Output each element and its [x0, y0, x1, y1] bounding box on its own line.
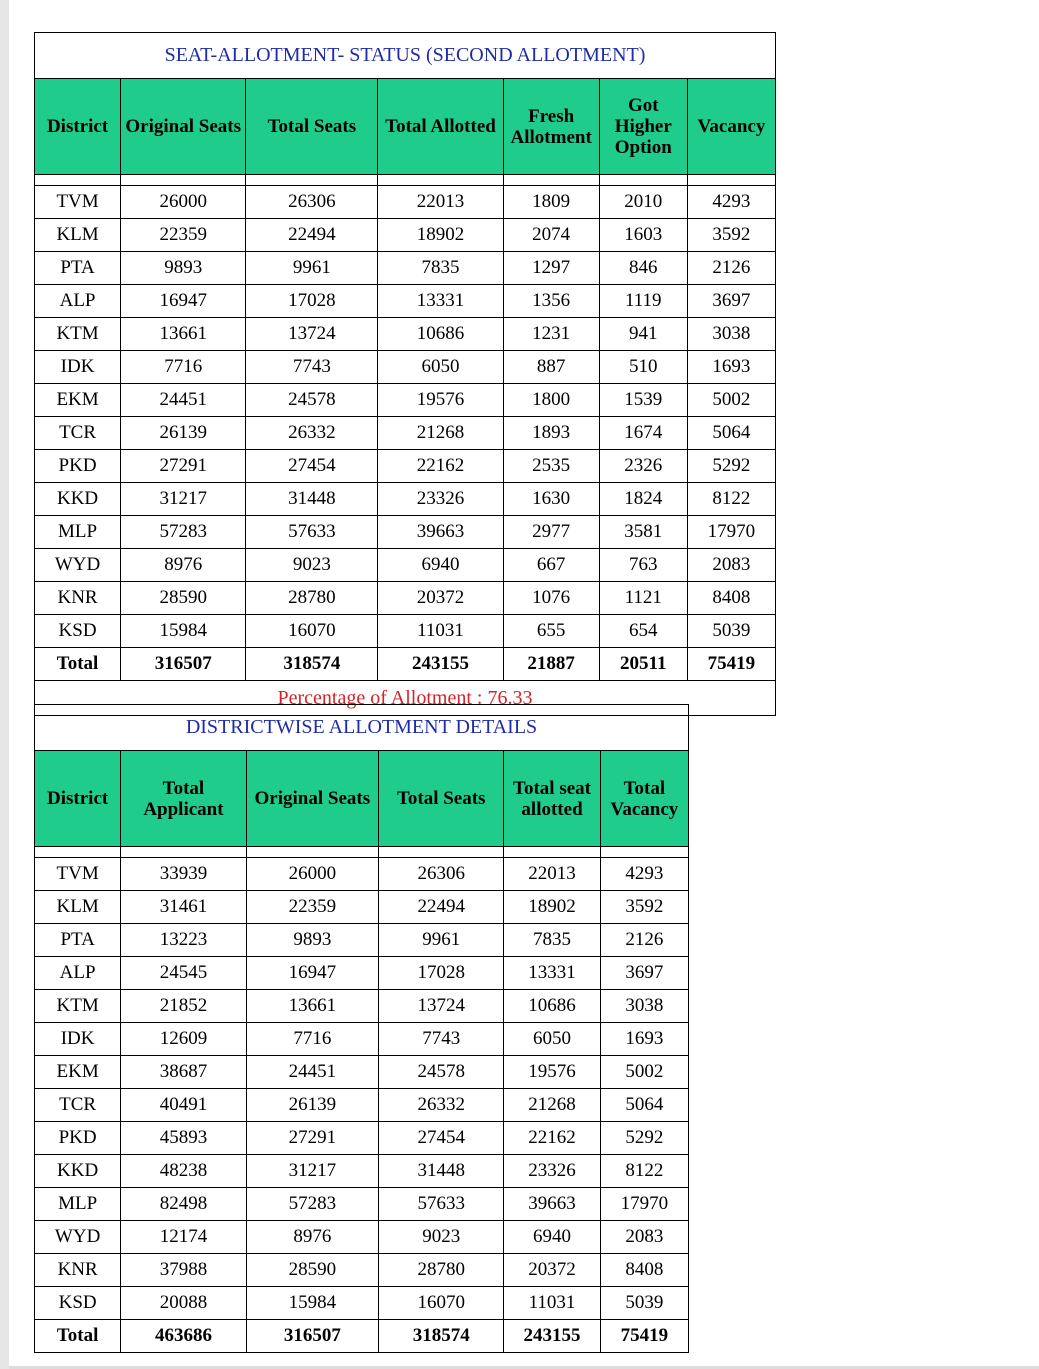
- value-cell: 1119: [599, 285, 687, 318]
- value-cell: 3581: [599, 516, 687, 549]
- table-row: [35, 924, 689, 957]
- value-cell: 667: [503, 549, 599, 582]
- value-cell: 2010: [599, 186, 687, 219]
- value-cell: 20372: [504, 1254, 600, 1287]
- page-left-margin: [0, 0, 9, 1369]
- table-row: [35, 1056, 689, 1089]
- value-cell: 1630: [503, 483, 599, 516]
- district-code-cell: KLM: [35, 219, 121, 252]
- district-details-title: DISTRICTWISE ALLOTMENT DETAILS: [35, 705, 689, 751]
- value-cell: 8122: [687, 483, 775, 516]
- total-value-cell: 318574: [246, 648, 378, 681]
- value-cell: 31448: [246, 483, 378, 516]
- value-cell: 12609: [121, 1023, 246, 1056]
- value-cell: 3038: [687, 318, 775, 351]
- value-cell: 5064: [687, 417, 775, 450]
- value-cell: 18902: [378, 219, 503, 252]
- value-cell: 9893: [246, 924, 378, 957]
- value-cell: 28590: [121, 582, 246, 615]
- total-value-cell: 316507: [246, 1320, 378, 1353]
- value-cell: 7743: [246, 351, 378, 384]
- total-label-cell: Total: [35, 648, 121, 681]
- value-cell: 4293: [687, 186, 775, 219]
- value-cell: 8408: [687, 582, 775, 615]
- spacer-row: [35, 847, 689, 858]
- value-cell: 8976: [121, 549, 246, 582]
- allotment-percentage: Percentage of Allotment : 76.33: [35, 681, 776, 716]
- value-cell: 22494: [246, 219, 378, 252]
- value-cell: 2074: [503, 219, 599, 252]
- spacer-cell: [379, 847, 504, 858]
- value-cell: 2535: [503, 450, 599, 483]
- value-cell: 5292: [600, 1122, 688, 1155]
- table-row: [35, 417, 776, 450]
- value-cell: 12174: [121, 1221, 246, 1254]
- value-cell: 9961: [379, 924, 504, 957]
- value-cell: 21852: [121, 990, 246, 1023]
- value-cell: 26306: [379, 858, 504, 891]
- value-cell: 9961: [246, 252, 378, 285]
- district-code-cell: KNR: [35, 582, 121, 615]
- header-got-line2: Higher: [614, 116, 672, 137]
- value-cell: 15984: [121, 615, 246, 648]
- header-allotted-line2: allotted: [521, 798, 583, 820]
- spacer-cell: [246, 847, 378, 858]
- district-code-cell: TCR: [35, 1089, 121, 1122]
- district-code-cell: KSD: [35, 1287, 121, 1320]
- total-value-cell: 463686: [121, 1320, 246, 1353]
- header-total-vacancy: [600, 751, 688, 847]
- seat-status-title: SEAT-ALLOTMENT- STATUS (SECOND ALLOTMENT): [35, 33, 776, 79]
- value-cell: 24578: [246, 384, 378, 417]
- value-cell: 2083: [600, 1221, 688, 1254]
- value-cell: 1824: [599, 483, 687, 516]
- value-cell: 40491: [121, 1089, 246, 1122]
- value-cell: 6050: [504, 1023, 600, 1056]
- value-cell: 48238: [121, 1155, 246, 1188]
- table-row: [35, 186, 776, 219]
- value-cell: 1800: [503, 384, 599, 417]
- value-cell: 19576: [504, 1056, 600, 1089]
- value-cell: 15984: [246, 1287, 378, 1320]
- value-cell: 13661: [121, 318, 246, 351]
- spacer-cell: [687, 175, 775, 186]
- table-row: [35, 582, 776, 615]
- value-cell: 5002: [600, 1056, 688, 1089]
- value-cell: 2326: [599, 450, 687, 483]
- table-row: [35, 1023, 689, 1056]
- value-cell: 13223: [121, 924, 246, 957]
- district-code-cell: PTA: [35, 924, 121, 957]
- value-cell: 26000: [246, 858, 378, 891]
- value-cell: 20372: [378, 582, 503, 615]
- spacer-cell: [378, 175, 503, 186]
- value-cell: 887: [503, 351, 599, 384]
- header-applicant-line2: Applicant: [143, 798, 224, 820]
- value-cell: 24578: [379, 1056, 504, 1089]
- total-value-cell: 75419: [600, 1320, 688, 1353]
- value-cell: 17028: [246, 285, 378, 318]
- value-cell: 22013: [504, 858, 600, 891]
- district-code-cell: KKD: [35, 483, 121, 516]
- table-row: [35, 384, 776, 417]
- district-code-cell: MLP: [35, 1188, 121, 1221]
- value-cell: 31217: [246, 1155, 378, 1188]
- value-cell: 37988: [121, 1254, 246, 1287]
- district-code-cell: TCR: [35, 417, 121, 450]
- value-cell: 8976: [246, 1221, 378, 1254]
- spacer-cell: [121, 175, 246, 186]
- table-row: [35, 1155, 689, 1188]
- value-cell: 27291: [246, 1122, 378, 1155]
- value-cell: 31217: [121, 483, 246, 516]
- value-cell: 10686: [504, 990, 600, 1023]
- district-code-cell: IDK: [35, 351, 121, 384]
- district-code-cell: KKD: [35, 1155, 121, 1188]
- value-cell: 28590: [246, 1254, 378, 1287]
- value-cell: 27291: [121, 450, 246, 483]
- value-cell: 3592: [600, 891, 688, 924]
- value-cell: 33939: [121, 858, 246, 891]
- value-cell: 1674: [599, 417, 687, 450]
- value-cell: 57283: [121, 516, 246, 549]
- value-cell: 45893: [121, 1122, 246, 1155]
- header-got-line1: Got: [627, 95, 659, 116]
- value-cell: 23326: [378, 483, 503, 516]
- value-cell: 7716: [121, 351, 246, 384]
- table-row: [35, 351, 776, 384]
- spacer-cell: [599, 175, 687, 186]
- district-code-cell: KNR: [35, 1254, 121, 1287]
- value-cell: 28780: [379, 1254, 504, 1287]
- value-cell: 13661: [246, 990, 378, 1023]
- value-cell: 57633: [246, 516, 378, 549]
- value-cell: 17970: [687, 516, 775, 549]
- value-cell: 11031: [504, 1287, 600, 1320]
- value-cell: 5064: [600, 1089, 688, 1122]
- value-cell: 655: [503, 615, 599, 648]
- district-code-cell: EKM: [35, 384, 121, 417]
- header-original-seats: Original Seats: [246, 751, 378, 847]
- header-vacancy-line2: Vacancy: [610, 798, 679, 820]
- header-total-seats: Total Seats: [379, 751, 504, 847]
- table-row: [35, 858, 689, 891]
- district-code-cell: WYD: [35, 549, 121, 582]
- value-cell: 5002: [687, 384, 775, 417]
- district-code-cell: KTM: [35, 990, 121, 1023]
- header-total-allotted: Total Allotted: [378, 79, 503, 175]
- value-cell: 17970: [600, 1188, 688, 1221]
- header-got-line3: Option: [614, 137, 672, 158]
- table-row: [35, 285, 776, 318]
- spacer-cell: [503, 175, 599, 186]
- header-vacancy: Vacancy: [687, 79, 775, 175]
- value-cell: 3697: [600, 957, 688, 990]
- value-cell: 11031: [378, 615, 503, 648]
- districtwise-allotment-table: [34, 704, 689, 1353]
- value-cell: 1809: [503, 186, 599, 219]
- district-code-cell: ALP: [35, 285, 121, 318]
- value-cell: 5039: [600, 1287, 688, 1320]
- value-cell: 1693: [600, 1023, 688, 1056]
- value-cell: 3038: [600, 990, 688, 1023]
- header-district: District: [35, 79, 121, 175]
- header-applicant-line1: Total: [162, 777, 205, 799]
- header-district: District: [35, 751, 121, 847]
- table-row: [35, 1254, 689, 1287]
- seat-status-body: [35, 175, 776, 681]
- value-cell: 24451: [121, 384, 246, 417]
- total-label-cell: Total: [35, 1320, 121, 1353]
- spacer-cell: [35, 847, 121, 858]
- table-row: [35, 318, 776, 351]
- table-row: [35, 219, 776, 252]
- value-cell: 23326: [504, 1155, 600, 1188]
- total-row: [35, 1320, 689, 1353]
- value-cell: 5039: [687, 615, 775, 648]
- total-value-cell: 243155: [378, 648, 503, 681]
- table-row: [35, 483, 776, 516]
- value-cell: 1539: [599, 384, 687, 417]
- value-cell: 4293: [600, 858, 688, 891]
- value-cell: 1231: [503, 318, 599, 351]
- header-original-seats: Original Seats: [121, 79, 246, 175]
- table-row: [35, 990, 689, 1023]
- value-cell: 27454: [379, 1122, 504, 1155]
- spacer-cell: [600, 847, 688, 858]
- value-cell: 19576: [378, 384, 503, 417]
- value-cell: 22013: [378, 186, 503, 219]
- table-row: [35, 1287, 689, 1320]
- value-cell: 16947: [246, 957, 378, 990]
- table-row: [35, 1221, 689, 1254]
- value-cell: 22162: [378, 450, 503, 483]
- header-fresh-line1: Fresh: [528, 105, 575, 127]
- value-cell: 13724: [379, 990, 504, 1023]
- district-code-cell: WYD: [35, 1221, 121, 1254]
- value-cell: 2126: [687, 252, 775, 285]
- header-total-seats: Total Seats: [246, 79, 378, 175]
- value-cell: 39663: [504, 1188, 600, 1221]
- value-cell: 1297: [503, 252, 599, 285]
- table-row: [35, 891, 689, 924]
- value-cell: 26000: [121, 186, 246, 219]
- value-cell: 17028: [379, 957, 504, 990]
- value-cell: 2083: [687, 549, 775, 582]
- value-cell: 39663: [378, 516, 503, 549]
- value-cell: 1893: [503, 417, 599, 450]
- value-cell: 26139: [246, 1089, 378, 1122]
- district-code-cell: PKD: [35, 1122, 121, 1155]
- value-cell: 24545: [121, 957, 246, 990]
- value-cell: 31461: [121, 891, 246, 924]
- value-cell: 7835: [378, 252, 503, 285]
- value-cell: 9023: [246, 549, 378, 582]
- value-cell: 7743: [379, 1023, 504, 1056]
- total-value-cell: 75419: [687, 648, 775, 681]
- value-cell: 5292: [687, 450, 775, 483]
- value-cell: 1356: [503, 285, 599, 318]
- total-value-cell: 20511: [599, 648, 687, 681]
- value-cell: 1603: [599, 219, 687, 252]
- value-cell: 13331: [378, 285, 503, 318]
- value-cell: 21268: [504, 1089, 600, 1122]
- header-total-seat-allotted: [504, 751, 600, 847]
- spacer-cell: [35, 175, 121, 186]
- value-cell: 22359: [121, 219, 246, 252]
- table-row: [35, 1089, 689, 1122]
- value-cell: 82498: [121, 1188, 246, 1221]
- value-cell: 57633: [379, 1188, 504, 1221]
- value-cell: 1121: [599, 582, 687, 615]
- header-allotted-line1: Total seat: [513, 777, 591, 799]
- header-fresh-line2: Allotment: [510, 126, 592, 148]
- value-cell: 26332: [246, 417, 378, 450]
- table-row: [35, 516, 776, 549]
- value-cell: 10686: [378, 318, 503, 351]
- value-cell: 28780: [246, 582, 378, 615]
- value-cell: 1693: [687, 351, 775, 384]
- table-row: [35, 252, 776, 285]
- district-code-cell: KTM: [35, 318, 121, 351]
- district-code-cell: ALP: [35, 957, 121, 990]
- table-row: [35, 1122, 689, 1155]
- value-cell: 27454: [246, 450, 378, 483]
- district-code-cell: KSD: [35, 615, 121, 648]
- district-code-cell: IDK: [35, 1023, 121, 1056]
- header-vacancy-line1: Total: [623, 777, 666, 799]
- header-total-applicant: [121, 751, 246, 847]
- value-cell: 13331: [504, 957, 600, 990]
- value-cell: 31448: [379, 1155, 504, 1188]
- value-cell: 26332: [379, 1089, 504, 1122]
- value-cell: 21268: [378, 417, 503, 450]
- value-cell: 2126: [600, 924, 688, 957]
- value-cell: 16947: [121, 285, 246, 318]
- value-cell: 941: [599, 318, 687, 351]
- value-cell: 24451: [246, 1056, 378, 1089]
- total-row: [35, 648, 776, 681]
- value-cell: 22359: [246, 891, 378, 924]
- value-cell: 3697: [687, 285, 775, 318]
- value-cell: 654: [599, 615, 687, 648]
- value-cell: 9893: [121, 252, 246, 285]
- total-value-cell: 21887: [503, 648, 599, 681]
- value-cell: 8408: [600, 1254, 688, 1287]
- value-cell: 38687: [121, 1056, 246, 1089]
- value-cell: 26139: [121, 417, 246, 450]
- total-value-cell: 316507: [121, 648, 246, 681]
- value-cell: 1076: [503, 582, 599, 615]
- spacer-cell: [121, 847, 246, 858]
- district-code-cell: KLM: [35, 891, 121, 924]
- value-cell: 8122: [600, 1155, 688, 1188]
- value-cell: 7716: [246, 1023, 378, 1056]
- spacer-cell: [504, 847, 600, 858]
- district-details-body: [35, 847, 689, 1353]
- value-cell: 6940: [378, 549, 503, 582]
- total-value-cell: 243155: [504, 1320, 600, 1353]
- value-cell: 9023: [379, 1221, 504, 1254]
- spacer-row: [35, 175, 776, 186]
- value-cell: 763: [599, 549, 687, 582]
- district-code-cell: TVM: [35, 858, 121, 891]
- value-cell: 20088: [121, 1287, 246, 1320]
- value-cell: 510: [599, 351, 687, 384]
- seat-allotment-status-table: [34, 32, 776, 716]
- value-cell: 13724: [246, 318, 378, 351]
- table-row: [35, 549, 776, 582]
- table-row: [35, 450, 776, 483]
- district-code-cell: PKD: [35, 450, 121, 483]
- table-row: [35, 957, 689, 990]
- table-row: [35, 1188, 689, 1221]
- value-cell: 2977: [503, 516, 599, 549]
- value-cell: 18902: [504, 891, 600, 924]
- district-code-cell: TVM: [35, 186, 121, 219]
- district-code-cell: PTA: [35, 252, 121, 285]
- value-cell: 16070: [379, 1287, 504, 1320]
- value-cell: 16070: [246, 615, 378, 648]
- table-row: [35, 615, 776, 648]
- value-cell: 6940: [504, 1221, 600, 1254]
- value-cell: 3592: [687, 219, 775, 252]
- value-cell: 26306: [246, 186, 378, 219]
- value-cell: 57283: [246, 1188, 378, 1221]
- district-code-cell: EKM: [35, 1056, 121, 1089]
- value-cell: 22494: [379, 891, 504, 924]
- header-fresh-allotment: [503, 79, 599, 175]
- value-cell: 846: [599, 252, 687, 285]
- header-got-higher-option: [599, 79, 687, 175]
- value-cell: 7835: [504, 924, 600, 957]
- total-value-cell: 318574: [379, 1320, 504, 1353]
- spacer-cell: [246, 175, 378, 186]
- district-code-cell: MLP: [35, 516, 121, 549]
- value-cell: 22162: [504, 1122, 600, 1155]
- value-cell: 6050: [378, 351, 503, 384]
